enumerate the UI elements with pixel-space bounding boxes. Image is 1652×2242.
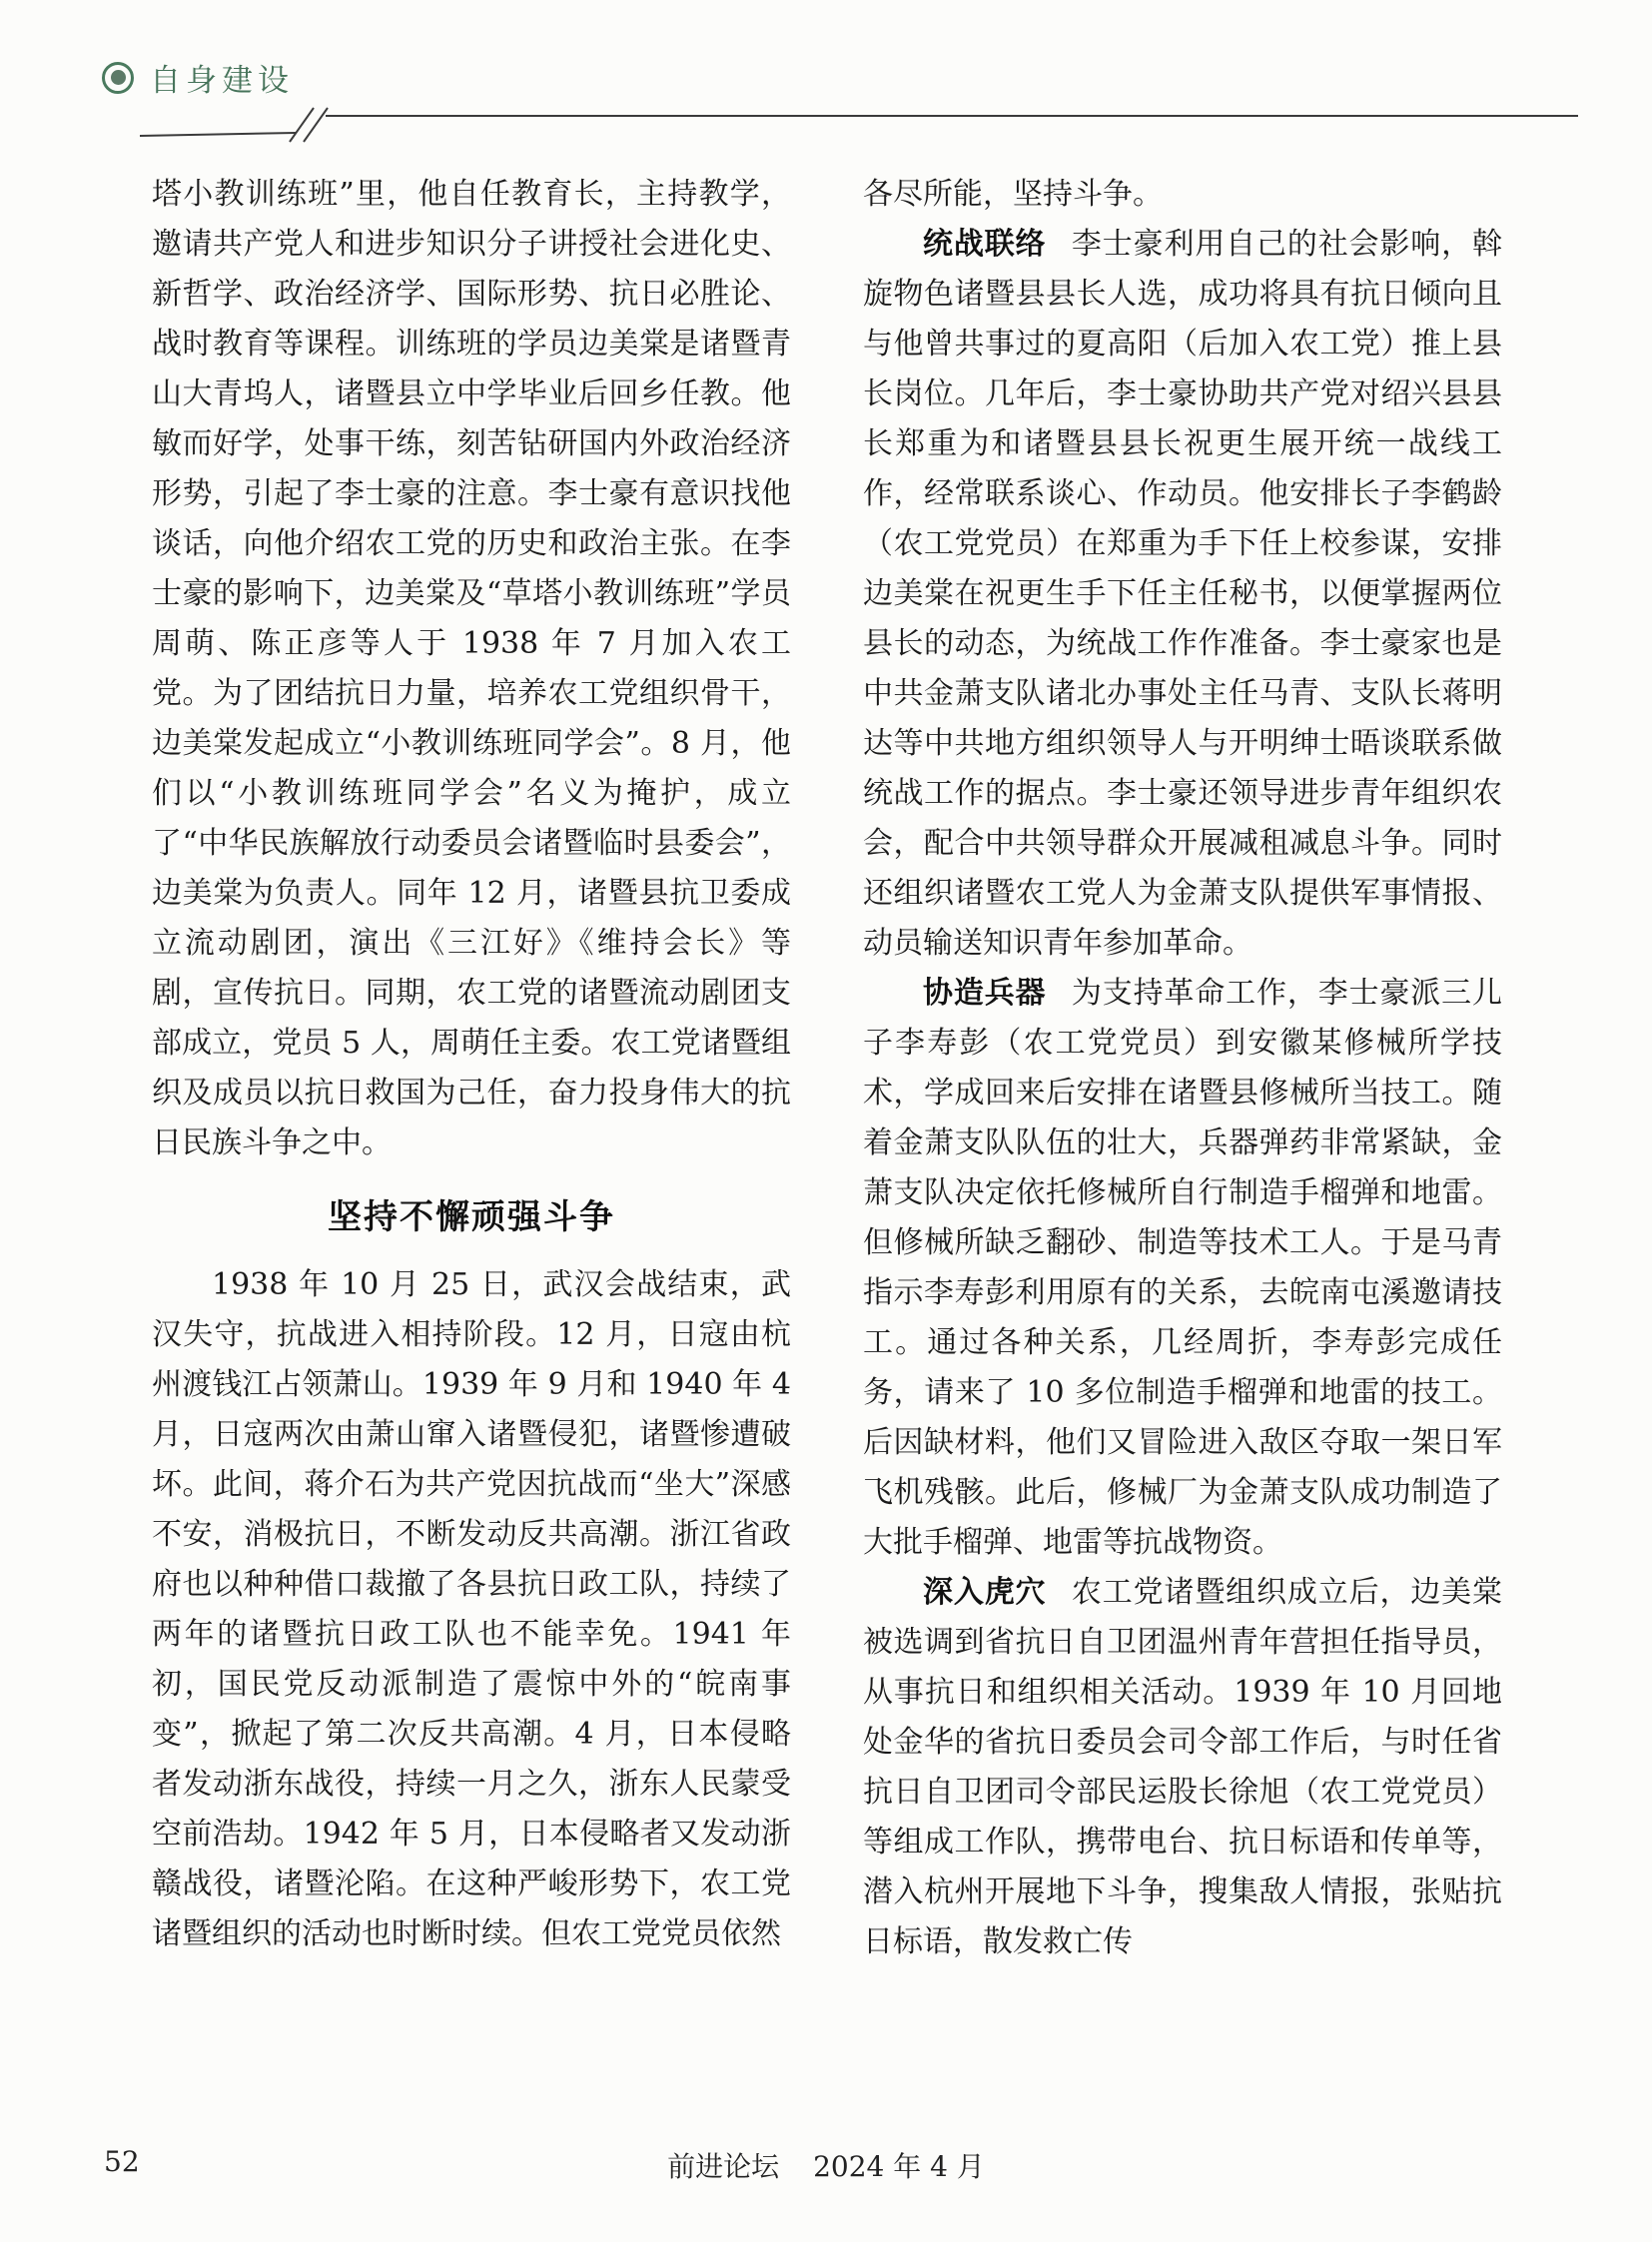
header-rule-line	[138, 100, 1580, 148]
section-bullet-icon	[102, 62, 134, 94]
article-body	[152, 170, 1502, 1967]
mid-section-heading: 坚持不懈顽强斗争	[328, 1198, 615, 1236]
left-column	[152, 170, 791, 1967]
section-united-front	[863, 220, 1502, 969]
section-weapons	[863, 969, 1502, 1568]
section-tiger-den-text: 农工党诸暨组织成立后，边美棠被选调到省抗日自卫团温州青年营担任指导员，从事抗日和组织相关活动。1939 年 10 月回地处金华的省抗日委员会司令部工作后，与时任省抗日自卫团司令部民运股长徐旭（农工党党员）等组成工作队，携带电台、抗日标语和传单等，潜入杭州开展地下斗争，搜集敌人情报，张贴抗日标语，散发救亡传	[863, 1575, 1503, 1959]
right-paragraph-continuation: 各尽所能，坚持斗争。	[863, 177, 1163, 212]
runin-heading-weapons: 协造兵器	[923, 977, 1047, 1010]
footer-center	[0, 2145, 1652, 2185]
section-united-front-text: 李士豪利用自己的社会影响，斡旋物色诸暨县县长人选，成功将具有抗日倾向且与他曾共事过的夏高阳（后加入农工党）推上县长岗位。几年后，李士豪协助共产党对绍兴县县长郑重为和诸暨县县长祝更生展开统一战线工作，经常联系谈心、作动员。他安排长子李鹤龄（农工党党员）在郑重为手下任上校参谋，安排边美棠在祝更生手下任主任秘书，以便掌握两位县长的动态，为统战工作作准备。李士豪家也是中共金萧支队诸北办事处主任马青、支队长蒋明达等中共地方组织领导人与开明绅士晤谈联系做统战工作的据点。李士豪还领导进步青年组织农会，配合中共领导群众开展减租减息斗争。同时还组织诸暨农工党人为金萧支队提供军事情报、动员输送知识青年参加革命。	[863, 227, 1503, 961]
issue-date: 2024 年 4 月	[813, 2150, 985, 2183]
runin-heading-tiger-den: 深入虎穴	[923, 1576, 1047, 1609]
left-paragraph-continuation: 塔小教训练班”里，他自任教育长，主持教学，邀请共产党人和进步知识分子讲授社会进化史、新哲学、政治经济学、国际形势、抗日必胜论、战时教育等课程。训练班的学员边美棠是诸暨青山大青坞人，诸暨县立中学毕业后回乡任教。他敏而好学，处事干练，刻苦钻研国内外政治经济形势，引起了李士豪的注意。李士豪有意识找他谈话，向他介绍农工党的历史和政治主张。在李士豪的影响下，边美棠及“草塔小教训练班”学员周萌、陈正彦等人于 1938 年 7 月加入农工党。为了团结抗日力量，培养农工党组织骨干，边美棠发起成立“小教训练班同学会”。8 月，他们以“小教训练班同学会”名义为掩护，成立了“中华民族解放行动委员会诸暨临时县委会”，边美棠为负责人。同年 12 月，诸暨县抗卫委成立流动剧团，演出《三江好》《维持会长》等剧，宣传抗日。同期，农工党的诸暨流动剧团支部成立，党员 5 人，周萌任主委。农工党诸暨组织及成员以抗日救国为己任，奋力投身伟大的抗日民族斗争之中。	[152, 177, 791, 1160]
page-number: 52	[104, 2145, 140, 2178]
section-tiger-den	[863, 1568, 1502, 1967]
right-column	[863, 170, 1502, 1967]
journal-name: 前进论坛	[667, 2150, 780, 2183]
section-label: 自身建设	[150, 63, 294, 98]
left-paragraph-2: 1938 年 10 月 25 日，武汉会战结束，武汉失守，抗战进入相持阶段。12 月，日寇由杭州渡钱江占领萧山。1939 年 9 月和 1940 年 4 月，日寇两次由萧山窜入诸暨侵犯，诸暨惨遭破坏。此间，蒋介石为共产党因抗战而“坐大”深感不安，消极抗日，不断发动反共高潮。浙江省政府也以种种借口裁撤了各县抗日政工队，持续了两年的诸暨抗日政工队也不能幸免。1941 年初，国民党反动派制造了震惊中外的“皖南事变”，掀起了第二次反共高潮。4 月，日本侵略者发动浙东战役，持续一月之久，浙东人民蒙受空前浩劫。1942 年 5 月，日本侵略者又发动浙赣战役，诸暨沦陷。在这种严峻形势下，农工党诸暨组织的活动也时断时续。但农工党党员依然	[152, 1267, 791, 1951]
page-header	[102, 55, 294, 100]
runin-heading-united-front: 统战联络	[923, 228, 1047, 261]
section-weapons-text: 为支持革命工作，李士豪派三儿子李寿彭（农工党党员）到安徽某修械所学技术，学成回来后安排在诸暨县修械所当技工。随着金萧支队队伍的壮大，兵器弹药非常紧缺，金萧支队决定依托修械所自行制造手榴弹和地雷。但修械所缺乏翻砂、制造等技术工人。于是马青指示李寿彭利用原有的关系，去皖南屯溪邀请技工。通过各种关系，几经周折，李寿彭完成任务，请来了 10 多位制造手榴弹和地雷的技工。后因缺材料，他们又冒险进入敌区夺取一架日军飞机残骸。此后，修械厂为金萧支队成功制造了大批手榴弹、地雷等抗战物资。	[863, 976, 1503, 1560]
